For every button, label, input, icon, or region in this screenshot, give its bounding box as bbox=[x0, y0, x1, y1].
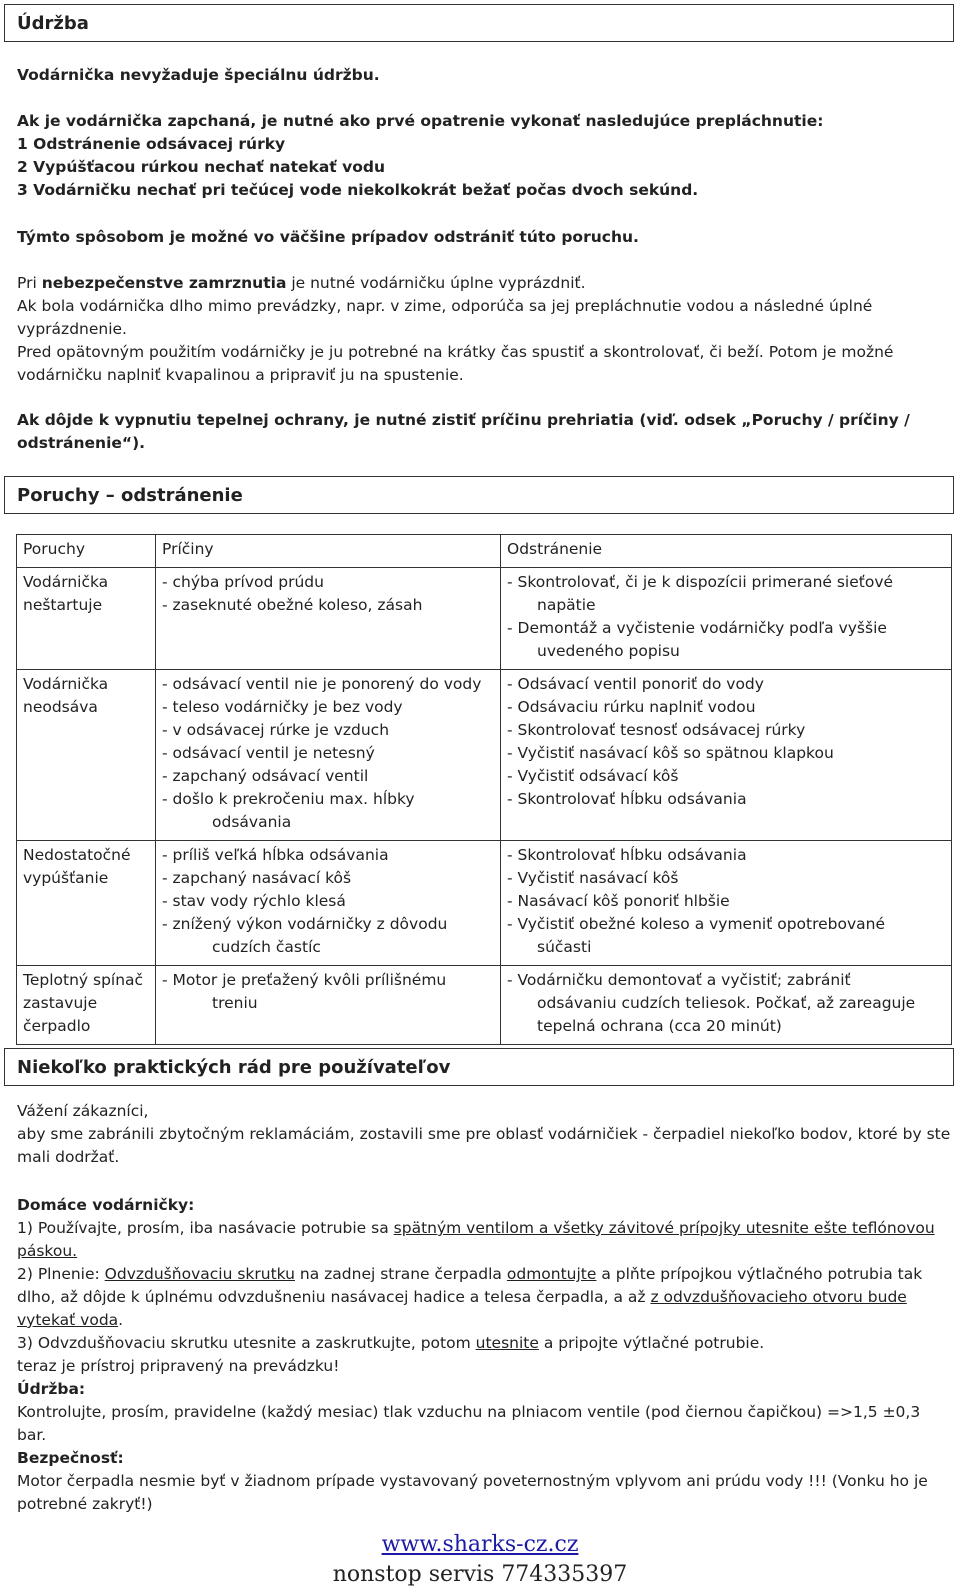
service-phone: nonstop servis 774335397 bbox=[332, 1562, 628, 1587]
flush-intro: Ak je vodárnička zapchaná, je nutné ako prvé opatrenie vykonať nasledujúce prepláchnutie: bbox=[17, 112, 824, 130]
cause-item-cont: odsávania bbox=[212, 813, 292, 831]
tips-intro bbox=[17, 1100, 952, 1169]
cause-item: - došlo k prekročeniu max. hĺbky bbox=[162, 790, 415, 808]
frost-pre: Pri bbox=[17, 274, 42, 292]
table-row bbox=[17, 670, 952, 841]
tip-item-2 bbox=[17, 1263, 952, 1332]
remedy-item: - Skontrolovať hĺbku odsávania bbox=[507, 846, 747, 864]
intro-paragraph: aby sme zabránili zbytočným reklamáciám, zostavili sme pre oblasť vodárničiek - čerpadiel niekoľko bodov, ktoré by ste mali dodržať. bbox=[17, 1125, 951, 1166]
remedy-item: - Vodárničku demontovať a vyčistiť; zabrániť bbox=[507, 971, 851, 989]
table-header-row bbox=[17, 535, 952, 568]
fault-text: vypúšťanie bbox=[23, 869, 109, 887]
safety-title: Bezpečnosť: bbox=[17, 1449, 124, 1467]
fault-text: zastavuje bbox=[23, 994, 98, 1012]
remedy-item-cont: uvedeného popisu bbox=[537, 642, 680, 660]
table-row bbox=[17, 568, 952, 670]
remedy-item: - Odsávací ventil ponoriť do vody bbox=[507, 675, 764, 693]
fault-cell bbox=[17, 841, 156, 966]
remedy-cell bbox=[501, 568, 952, 670]
remedy-item: - Skontrolovať hĺbku odsávania bbox=[507, 790, 747, 808]
remedy-item: - Vyčistiť obežné koleso a vymeniť opotrebované bbox=[507, 915, 886, 933]
cause-item: - Motor je preťažený kvôli prílišnému bbox=[162, 971, 447, 989]
fault-text: Nedostatočné bbox=[23, 846, 131, 864]
cause-cell bbox=[156, 568, 501, 670]
cause-item: - príliš veľká hĺbka odsávania bbox=[162, 846, 389, 864]
cause-item: - zapchaný odsávací ventil bbox=[162, 767, 369, 785]
thermal-protection-paragraph: Ak dôjde k vypnutiu tepelnej ochrany, je nutné zistiť príčinu prehriatia (viď. odsek „Poruchy / príčiny / odstránenie“). bbox=[17, 411, 910, 452]
troubleshooting-table bbox=[16, 534, 952, 1045]
cause-item: - v odsávacej rúrke je vzduch bbox=[162, 721, 390, 739]
tip-item-1 bbox=[17, 1217, 952, 1263]
fault-text: Vodárnička bbox=[23, 675, 109, 693]
remedy-item-cont: napätie bbox=[537, 596, 596, 614]
maintenance-title: Údržba: bbox=[17, 1380, 86, 1398]
cause-item: - zapchaný nasávací kôš bbox=[162, 869, 352, 887]
frost-post: je nutné vodárničku úplne vyprázdniť. bbox=[286, 274, 586, 292]
maintenance-text: Kontrolujte, prosím, pravidelne (každý mesiac) tlak vzduchu na plniacom ventile (pod čiernou čapičkou) =>1,5 ±0,3 bar. bbox=[17, 1403, 921, 1444]
remedy-cell bbox=[501, 841, 952, 966]
cause-cell bbox=[156, 670, 501, 841]
fault-text: čerpadlo bbox=[23, 1017, 91, 1035]
paragraph-no-maintenance: Vodárnička nevyžaduje špeciálnu údržbu. bbox=[17, 66, 380, 84]
fault-text: neštartuje bbox=[23, 596, 103, 614]
flush-step: 1 Odstránenie odsávacej rúrky bbox=[17, 135, 286, 153]
column-header-causes: Príčiny bbox=[156, 535, 501, 568]
cause-cell bbox=[156, 966, 501, 1045]
remedy-item: - Demontáž a vyčistenie vodárničky podľa vyššie bbox=[507, 619, 887, 637]
remedy-item-cont: súčasti bbox=[537, 938, 592, 956]
cause-item: - odsávací ventil nie je ponorený do vody bbox=[162, 675, 482, 693]
paragraph-fault-removal: Týmto spôsobom je možné vo väčšine prípadov odstrániť túto poruchu. bbox=[17, 228, 639, 246]
home-pumps-block bbox=[17, 1194, 952, 1516]
fault-text: neodsáva bbox=[23, 698, 98, 716]
cause-item: - stav vody rýchlo klesá bbox=[162, 892, 346, 910]
tip-3-text: 3) Odvzdušňovaciu skrutku utesnite a zaskrutkujte, potom bbox=[17, 1334, 476, 1352]
cause-item: - zaseknuté obežné koleso, zásah bbox=[162, 596, 423, 614]
winter-paragraph: Ak bola vodárnička dlho mimo prevádzky, napr. v zime, odporúča sa jej prepláchnutie vodou a následné úplné vyprázdnenie. bbox=[17, 297, 873, 338]
tip-2-text: na zadnej strane čerpadla bbox=[294, 1265, 507, 1283]
remedy-cell bbox=[501, 670, 952, 841]
column-header-faults: Poruchy bbox=[17, 535, 156, 568]
column-header-remedies: Odstránenie bbox=[501, 535, 952, 568]
tip-2-underlined: Odvzdušňovaciu skrutku bbox=[104, 1265, 295, 1283]
cause-item-cont: treniu bbox=[212, 994, 258, 1012]
cause-item: - chýba prívod prúdu bbox=[162, 573, 324, 591]
tip-2-text: . bbox=[118, 1311, 124, 1329]
section-title-troubleshooting: Poruchy – odstránenie bbox=[4, 476, 954, 514]
cause-item: - znížený výkon vodárničky z dôvodu bbox=[162, 915, 448, 933]
fault-cell bbox=[17, 568, 156, 670]
footer-link-line bbox=[0, 1532, 960, 1557]
flush-instructions bbox=[17, 110, 952, 202]
remedy-item: - Skontrolovať tesnosť odsávacej rúrky bbox=[507, 721, 806, 739]
tip-2-underlined: odmontujte bbox=[506, 1265, 597, 1283]
table-row bbox=[17, 966, 952, 1045]
cause-cell bbox=[156, 841, 501, 966]
flush-step: 2 Vypúšťacou rúrkou nechať natekať vodu bbox=[17, 158, 385, 176]
tip-1-text: 1) Používajte, prosím, iba nasávacie potrubie sa bbox=[17, 1219, 394, 1237]
frost-bold: nebezpečenstve zamrznutia bbox=[41, 274, 287, 292]
tip-3-text: a pripojte výtlačné potrubie. bbox=[538, 1334, 765, 1352]
restart-paragraph: Pred opätovným použitím vodárničky je ju potrebné na krátky čas spustiť a skontrolovať, či beží. Potom je možné vodárničku naplniť kvapalinou a pripraviť ju na spustenie. bbox=[17, 343, 894, 384]
tip-2-text: 2) Plnenie: bbox=[17, 1265, 105, 1283]
remedy-item: - Vyčistiť nasávací kôš bbox=[507, 869, 679, 887]
remedy-item: - Odsávaciu rúrku naplniť vodou bbox=[507, 698, 756, 716]
tip-item-3 bbox=[17, 1332, 952, 1355]
fault-cell bbox=[17, 670, 156, 841]
fault-text: Vodárnička bbox=[23, 573, 109, 591]
cause-item: - teleso vodárničky je bez vody bbox=[162, 698, 403, 716]
frost-instructions bbox=[17, 272, 952, 387]
fault-cell bbox=[17, 966, 156, 1045]
remedy-item-cont: tepelná ochrana (cca 20 minút) bbox=[537, 1017, 782, 1035]
safety-text: Motor čerpadla nesmie byť v žiadnom prípade vystavovaný poveternostným vplyvom ani prúdu vody !!! (Vonku ho je potrebné zakryť!) bbox=[17, 1472, 928, 1513]
remedy-item: - Vyčistiť odsávací kôš bbox=[507, 767, 679, 785]
fault-text: Teplotný spínač bbox=[23, 971, 144, 989]
ready-line: teraz je prístroj pripravený na prevádzku! bbox=[17, 1357, 340, 1375]
cause-item-cont: cudzích častíc bbox=[212, 938, 321, 956]
remedy-item: - Skontrolovať, či je k dispozícii primerané sieťové bbox=[507, 573, 894, 591]
frost-line bbox=[17, 272, 952, 295]
home-pumps-title: Domáce vodárničky: bbox=[17, 1196, 195, 1214]
remedy-cell bbox=[501, 966, 952, 1045]
tip-1-underlined: spätným ventilom a všetky závitové prípojky utesnite ešte teflónovou páskou. bbox=[17, 1219, 935, 1260]
table-row bbox=[17, 841, 952, 966]
greeting: Vážení zákazníci, bbox=[17, 1102, 149, 1120]
tip-3-underlined: utesnite bbox=[475, 1334, 539, 1352]
section-title-maintenance: Údržba bbox=[4, 4, 954, 42]
flush-step: 3 Vodárničku nechať pri tečúcej vode niekolkokrát bežať počas dvoch sekúnd. bbox=[17, 181, 699, 199]
remedy-item: - Nasávací kôš ponoriť hlbšie bbox=[507, 892, 730, 910]
cause-item: - odsávací ventil je netesný bbox=[162, 744, 375, 762]
tip-2-text: a plňte prípojkou výtlačného potrubia tak dlho, až dôjde k úplnému odvzdušneniu nasávacej hadice a telesa čerpadla, a až bbox=[17, 1265, 923, 1306]
tip-2-underlined: z odvzdušňovacieho otvoru bude vytekať voda bbox=[17, 1288, 907, 1329]
section-title-practical-tips: Niekoľko praktických rád pre používateľov bbox=[4, 1048, 954, 1086]
website-link[interactable]: www.sharks-cz.cz bbox=[381, 1532, 579, 1557]
remedy-item: - Vyčistiť nasávací kôš so spätnou klapkou bbox=[507, 744, 834, 762]
remedy-item-cont: odsávaniu cudzích teliesok. Počkať, až zareaguje bbox=[537, 994, 916, 1012]
